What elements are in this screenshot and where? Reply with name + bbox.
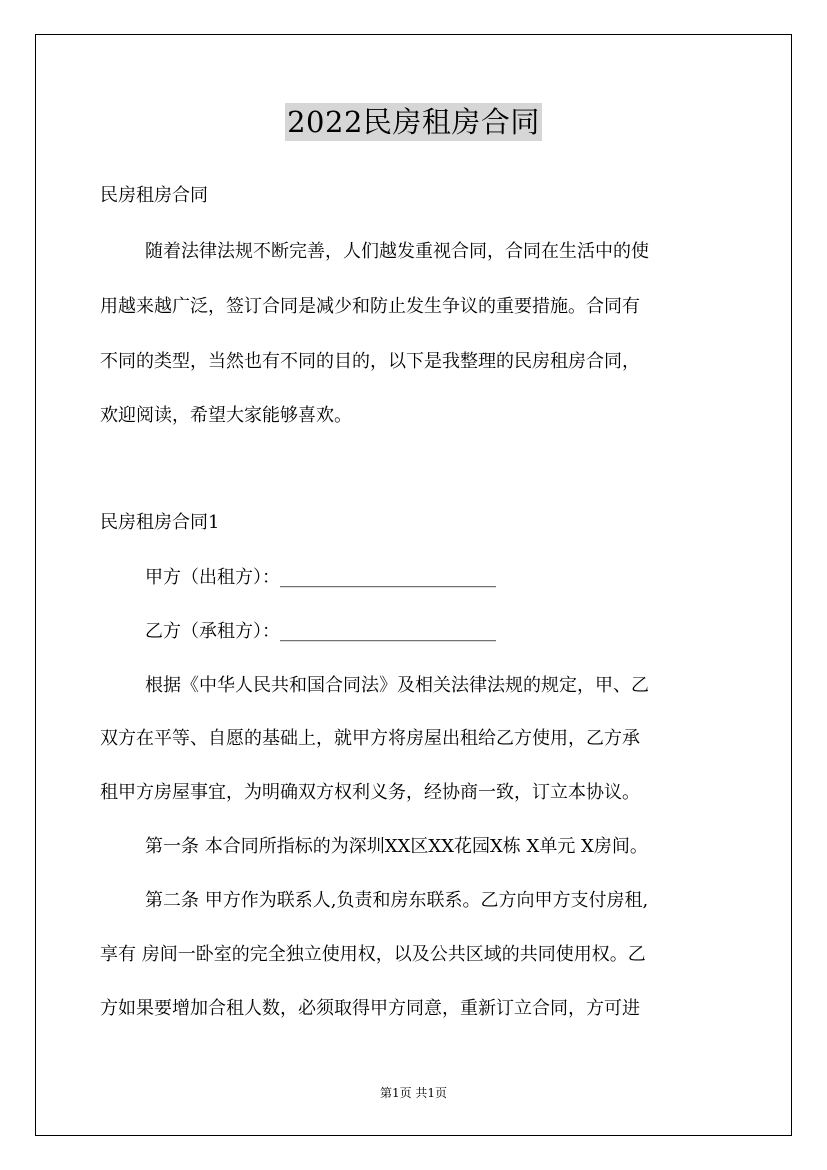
intro-line-1: 随着法律法规不断完善，人们越发重视合同，合同在生活中的使 (145, 241, 649, 262)
page-footer: 第1页 共1页 (379, 1086, 448, 1100)
body-line-2: 双方在平等、自愿的基础上，就甲方将房屋出租给乙方使用，乙方承 (100, 728, 640, 749)
body-line-1: 根据《中华人民共和国合同法》及相关法律法规的规定，甲、乙 (145, 675, 649, 696)
party-a-line: 甲方（出租方）：________________________ (145, 567, 496, 588)
intro-line-4: 欢迎阅读，希望大家能够喜欢。 (100, 405, 352, 426)
clause-2-line-1: 第二条 甲方作为联系人,负责和房东联系。乙方向甲方支付房租, (145, 890, 649, 911)
document-title-block (0, 100, 827, 141)
intro-line-2: 用越来越广泛，签订合同是减少和防止发生争议的重要措施。合同有 (100, 296, 640, 317)
document-title: 2022民房租房合同 (287, 105, 540, 139)
section-title: 民房租房合同1 (100, 512, 220, 533)
clause-2-line-2: 享有 房间一卧室的完全独立使用权，以及公共区域的共同使用权。乙 (100, 944, 646, 965)
body-line-3: 租甲方房屋事宜，为明确双方权利义务，经协商一致，订立本协议。 (100, 782, 640, 803)
clause-1: 第一条 本合同所指标的为深圳XX区XX花园X栋 X单元 X房间。 (145, 836, 648, 857)
intro-line-3: 不同的类型，当然也有不同的目的，以下是我整理的民房租房合同， (100, 351, 640, 372)
party-b-line: 乙方（承租方）：________________________ (145, 621, 496, 642)
clause-2-line-3: 方如果要增加合租人数，必须取得甲方同意，重新订立合同，方可进 (100, 998, 640, 1019)
document-subtitle: 民房租房合同 (100, 185, 208, 206)
